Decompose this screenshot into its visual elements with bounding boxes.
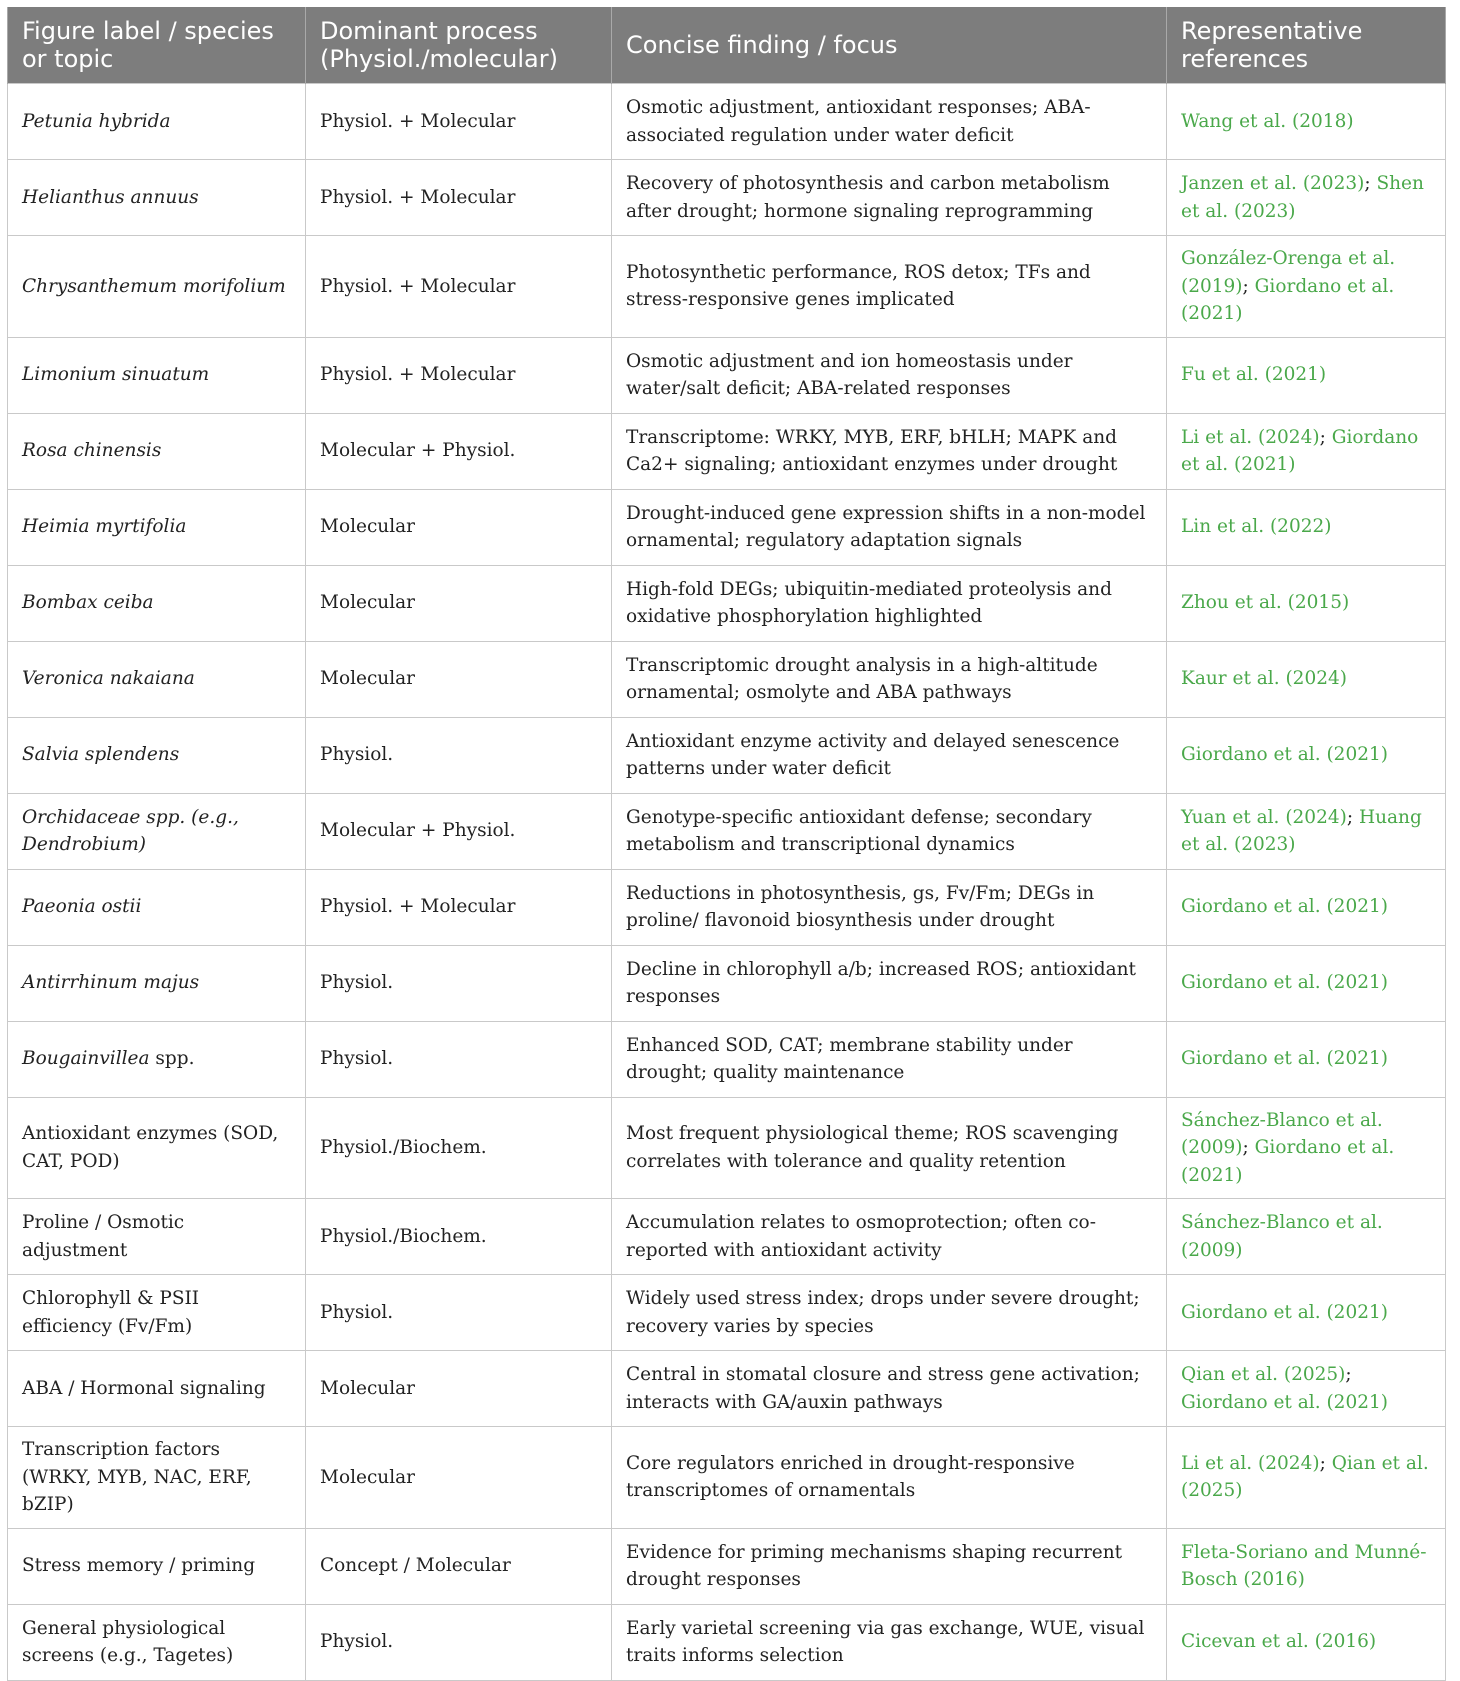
cell-process: Physiol. <box>306 1021 612 1097</box>
reference-link[interactable]: Sánchez-Blanco et al. (2009) <box>1181 1212 1383 1261</box>
table-row <box>8 1427 1446 1529</box>
reference-link[interactable]: Giordano et al. (2021) <box>1181 1137 1395 1186</box>
cell-references <box>1167 489 1446 565</box>
reference-link[interactable]: Giordano et al. (2021) <box>1181 1391 1388 1413</box>
table-row <box>8 489 1446 565</box>
table-row <box>8 337 1446 413</box>
cell-finding: Transcriptome: WRKY, MYB, ERF, bHLH; MAPK and Ca2+ signaling; antioxidant enzymes under drought <box>612 413 1167 489</box>
cell-finding: Widely used stress index; drops under severe drought; recovery varies by species <box>612 1275 1167 1351</box>
table-row <box>8 1021 1446 1097</box>
species-label: ABA / Hormonal signaling <box>22 1377 266 1399</box>
reference-link[interactable]: Sánchez-Blanco et al. (2009) <box>1181 1109 1383 1158</box>
table-row <box>8 1199 1446 1275</box>
header-process: Dominant process (Physiol./molecular) <box>306 7 612 84</box>
cell-references <box>1167 1097 1446 1199</box>
reference-separator: ; <box>1346 806 1359 828</box>
cell-finding: Drought-induced gene expression shifts in a non-model ornamental; regulatory adaptation signals <box>612 489 1167 565</box>
cell-process: Physiol. + Molecular <box>306 84 612 160</box>
cell-process: Physiol. <box>306 1604 612 1680</box>
cell-finding: Antioxidant enzyme activity and delayed senescence patterns under water deficit <box>612 717 1167 793</box>
reference-link[interactable]: Qian et al. (2025) <box>1181 1452 1429 1502</box>
table-row <box>8 717 1446 793</box>
cell-references <box>1167 717 1446 793</box>
reference-link[interactable]: Fleta-Soriano and Munné-Bosch (2016) <box>1181 1541 1427 1590</box>
cell-finding: Evidence for priming mechanisms shaping recurrent drought responses <box>612 1528 1167 1604</box>
cell-species-topic <box>8 1604 306 1680</box>
table-row <box>8 413 1446 489</box>
cell-finding: Photosynthetic performance, ROS detox; TFs and stress-responsive genes implicated <box>612 236 1167 338</box>
species-label: Antirrhinum majus <box>22 972 200 994</box>
species-label: Antioxidant enzymes (SOD, CAT, POD) <box>22 1123 279 1172</box>
table-row <box>8 1275 1446 1351</box>
species-label: Stress memory / priming <box>22 1555 256 1577</box>
cell-process: Physiol. <box>306 945 612 1021</box>
cell-references <box>1167 793 1446 869</box>
species-label: Helianthus annuus <box>22 186 199 208</box>
header-references: Representative references <box>1167 7 1446 84</box>
cell-finding: Enhanced SOD, CAT; membrane stability under drought; quality maintenance <box>612 1021 1167 1097</box>
reference-link[interactable]: Huang et al. (2023) <box>1181 806 1422 855</box>
header-row <box>8 7 1446 84</box>
reference-link[interactable]: Giordano et al. (2021) <box>1181 972 1388 994</box>
cell-process: Physiol. + Molecular <box>306 160 612 236</box>
species-label: Paeonia ostii <box>22 896 142 918</box>
cell-references <box>1167 869 1446 945</box>
species-label: Bombax ceiba <box>22 592 154 614</box>
cell-process: Physiol. + Molecular <box>306 236 612 338</box>
cell-finding: Recovery of photosynthesis and carbon metabolism after drought; hormone signaling reprogramming <box>612 160 1167 236</box>
cell-species-topic <box>8 1097 306 1199</box>
reference-link[interactable]: Fu et al. (2021) <box>1181 364 1327 386</box>
reference-link[interactable]: Giordano et al. (2021) <box>1181 1301 1388 1323</box>
cell-species-topic <box>8 869 306 945</box>
cell-species-topic <box>8 1199 306 1275</box>
species-label: Chrysanthemum morifolium <box>22 275 286 297</box>
reference-separator: ; <box>1242 275 1255 297</box>
reference-link[interactable]: Giordano et al. (2021) <box>1181 275 1395 324</box>
reference-link[interactable]: Li et al. (2024) <box>1181 426 1320 448</box>
cell-references <box>1167 945 1446 1021</box>
cell-species-topic <box>8 1351 306 1427</box>
cell-finding: Early varietal screening via gas exchange, WUE, visual traits informs selection <box>612 1604 1167 1680</box>
cell-process: Molecular <box>306 489 612 565</box>
reference-link[interactable]: Giordano et al. (2021) <box>1181 1048 1388 1070</box>
reference-link[interactable]: Yuan et al. (2024) <box>1181 806 1347 828</box>
species-label: General physiological screens (e.g., Tagetes) <box>22 1617 234 1666</box>
cell-species-topic <box>8 793 306 869</box>
cell-references <box>1167 1351 1446 1427</box>
reference-link[interactable]: Kaur et al. (2024) <box>1181 668 1347 690</box>
reference-separator: ; <box>1319 1452 1332 1474</box>
cell-finding: Osmotic adjustment and ion homeostasis under water/salt deficit; ABA-related responses <box>612 337 1167 413</box>
cell-species-topic <box>8 84 306 160</box>
table-row <box>8 1528 1446 1604</box>
species-label: Petunia hybrida <box>22 110 171 132</box>
reference-link[interactable]: Wang et al. (2018) <box>1181 110 1354 132</box>
cell-finding: Accumulation relates to osmoprotection; often co-reported with antioxidant activity <box>612 1199 1167 1275</box>
cell-process: Molecular <box>306 641 612 717</box>
reference-link[interactable]: Giordano et al. (2021) <box>1181 426 1419 475</box>
species-label: Orchidaceae spp. (e.g., Dendrobium) <box>22 806 239 855</box>
table-row <box>8 641 1446 717</box>
reference-link[interactable]: Janzen et al. (2023) <box>1181 173 1365 194</box>
cell-process: Molecular + Physiol. <box>306 793 612 869</box>
table-row <box>8 84 1446 160</box>
cell-process: Molecular + Physiol. <box>306 413 612 489</box>
cell-references <box>1167 1427 1446 1529</box>
cell-process: Molecular <box>306 1427 612 1529</box>
cell-process: Physiol. <box>306 1275 612 1351</box>
reference-separator: ; <box>1345 1364 1352 1385</box>
cell-species-topic <box>8 1275 306 1351</box>
species-label: Chlorophyll & PSII efficiency (Fv/Fm) <box>22 1288 200 1337</box>
cell-species-topic <box>8 565 306 641</box>
cell-references <box>1167 1528 1446 1604</box>
cell-species-topic <box>8 641 306 717</box>
cell-references <box>1167 1275 1446 1351</box>
table-row <box>8 945 1446 1021</box>
species-label: Rosa chinensis <box>22 440 162 462</box>
table-row <box>8 565 1446 641</box>
table-row <box>8 1604 1446 1680</box>
cell-references <box>1167 413 1446 489</box>
cell-finding: Osmotic adjustment, antioxidant responses; ABA-associated regulation under water deficit <box>612 84 1167 160</box>
reference-link[interactable]: Li et al. (2024) <box>1181 1452 1320 1474</box>
reference-link[interactable]: Qian et al. (2025) <box>1181 1364 1346 1385</box>
reference-separator: ; <box>1242 1137 1255 1158</box>
species-label: Salvia splendens <box>22 744 180 766</box>
cell-finding: Reductions in photosynthesis, gs, Fv/Fm; DEGs in proline/ flavonoid biosynthesis under drought <box>612 869 1167 945</box>
cell-species-topic <box>8 337 306 413</box>
cell-references <box>1167 160 1446 236</box>
species-label: Heimia myrtifolia <box>22 516 187 538</box>
cell-references <box>1167 565 1446 641</box>
cell-finding: Central in stomatal closure and stress gene activation; interacts with GA/auxin pathways <box>612 1351 1167 1427</box>
cell-references <box>1167 236 1446 338</box>
cell-process: Physiol. + Molecular <box>306 869 612 945</box>
cell-references <box>1167 1021 1446 1097</box>
cell-finding: Genotype-specific antioxidant defense; secondary metabolism and transcriptional dynamics <box>612 793 1167 869</box>
cell-species-topic <box>8 717 306 793</box>
table-row <box>8 236 1446 338</box>
cell-process: Physiol. <box>306 717 612 793</box>
cell-finding: Core regulators enriched in drought-responsive transcriptomes of ornamentals <box>612 1427 1167 1529</box>
cell-species-topic <box>8 1427 306 1529</box>
cell-species-topic <box>8 945 306 1021</box>
cell-process: Molecular <box>306 1351 612 1427</box>
table-wrapper <box>7 7 1445 1681</box>
cell-process: Physiol./Biochem. <box>306 1199 612 1275</box>
species-label-part: spp. <box>149 1048 195 1070</box>
reference-link[interactable]: Giordano et al. (2021) <box>1181 896 1388 918</box>
cell-finding: High-fold DEGs; ubiquitin-mediated proteolysis and oxidative phosphorylation highlighted <box>612 565 1167 641</box>
header-finding: Concise finding / focus <box>612 7 1167 84</box>
cell-finding: Decline in chlorophyll a/b; increased ROS; antioxidant responses <box>612 945 1167 1021</box>
cell-references <box>1167 641 1446 717</box>
table-row <box>8 160 1446 236</box>
species-label-part: Bougainvillea <box>22 1048 150 1070</box>
table-row <box>8 1351 1446 1427</box>
cell-references <box>1167 1199 1446 1275</box>
table-header <box>8 7 1446 84</box>
cell-finding: Transcriptomic drought analysis in a high-altitude ornamental; osmolyte and ABA pathways <box>612 641 1167 717</box>
cell-species-topic <box>8 413 306 489</box>
table-body <box>8 84 1446 1681</box>
table-row <box>8 1097 1446 1199</box>
reference-separator: ; <box>1319 426 1332 448</box>
reference-link[interactable]: Shen et al. (2023) <box>1181 173 1424 222</box>
reference-link[interactable]: Lin et al. (2022) <box>1181 516 1332 538</box>
cell-species-topic <box>8 160 306 236</box>
header-species: Figure label / species or topic <box>8 7 306 84</box>
reference-link[interactable]: González-Orenga et al. (2019) <box>1181 248 1396 297</box>
cell-references <box>1167 337 1446 413</box>
cell-process: Physiol. + Molecular <box>306 337 612 413</box>
cell-species-topic <box>8 236 306 338</box>
cell-process: Physiol./Biochem. <box>306 1097 612 1199</box>
cell-references <box>1167 84 1446 160</box>
cell-finding: Most frequent physiological theme; ROS scavenging correlates with tolerance and quality retention <box>612 1097 1167 1199</box>
cell-species-topic <box>8 1528 306 1604</box>
cell-references <box>1167 1604 1446 1680</box>
cell-species-topic <box>8 1021 306 1097</box>
reference-link[interactable]: Zhou et al. (2015) <box>1181 592 1350 614</box>
cell-process: Molecular <box>306 565 612 641</box>
species-label: Transcription factors (WRKY, MYB, NAC, ERF, bZIP) <box>22 1439 252 1515</box>
cell-species-topic <box>8 489 306 565</box>
reference-separator: ; <box>1364 173 1377 194</box>
table-row <box>8 869 1446 945</box>
cell-process: Concept / Molecular <box>306 1528 612 1604</box>
species-label: Proline / Osmotic adjustment <box>22 1212 185 1261</box>
species-label: Limonium sinuatum <box>22 364 210 386</box>
table-row <box>8 793 1446 869</box>
data-table <box>7 7 1446 1681</box>
reference-link[interactable]: Giordano et al. (2021) <box>1181 744 1388 766</box>
reference-link[interactable]: Cicevan et al. (2016) <box>1181 1631 1377 1653</box>
species-label: Veronica nakaiana <box>22 668 195 690</box>
